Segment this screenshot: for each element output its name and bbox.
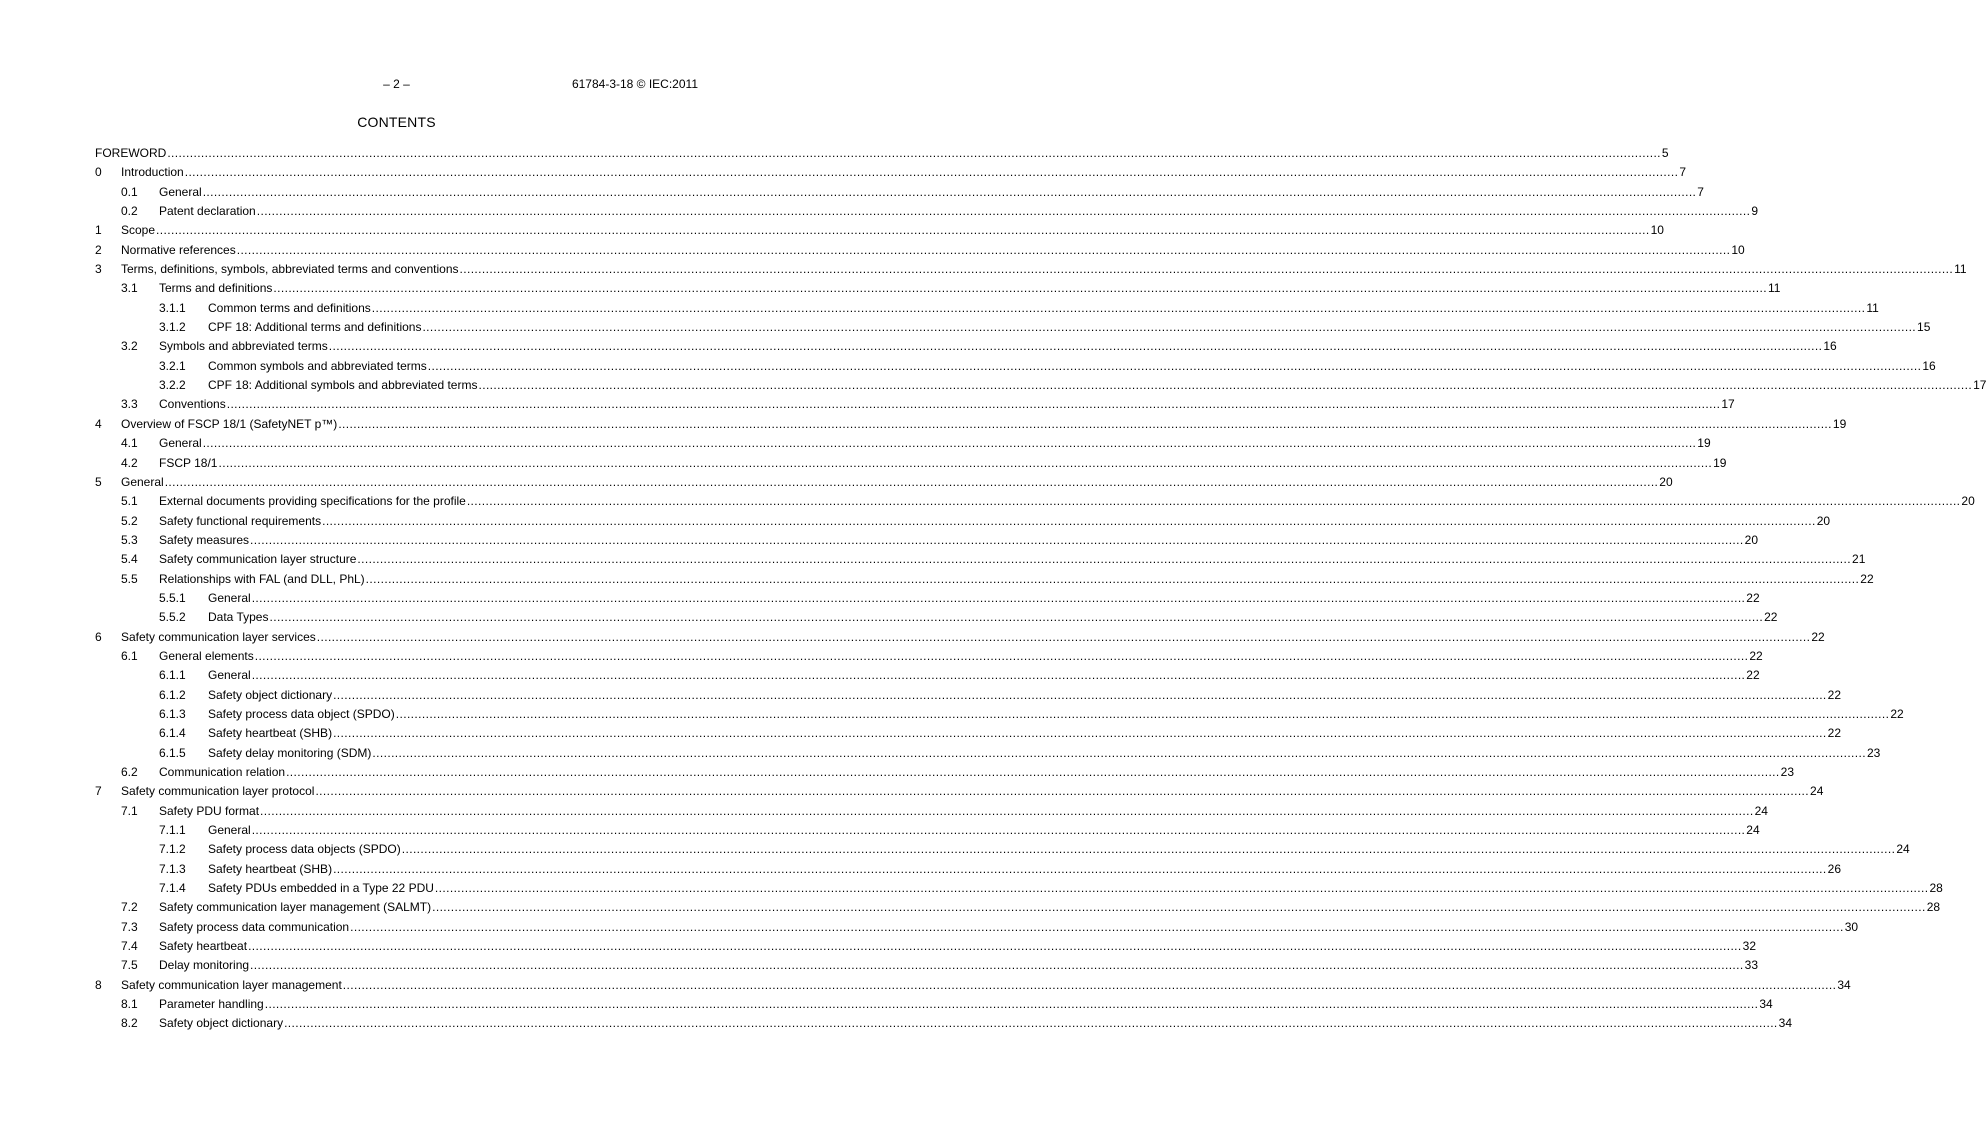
toc-entry-page: 20 [1744,532,1758,547]
dot-leader: ................................................................................................................................................................................................................................................................................................................................................................................................................ [459,262,1954,277]
toc-entry-page: 20 [1659,474,1673,489]
dot-leader: ................................................................................................................................................................................................................................................................................................................................................................................................................ [251,668,1746,683]
dot-leader: ................................................................................................................................................................................................................................................................................................................................................................................................................ [251,590,1746,605]
toc-entry[interactable] [95,919,1859,938]
toc-entry[interactable] [95,338,1837,357]
toc-entry-number: 3.1.1 [159,300,186,315]
toc-entry[interactable] [95,861,1842,880]
toc-entry-number: 7.5 [121,958,138,973]
dot-leader: ................................................................................................................................................................................................................................................................................................................................................................................................................ [202,436,1697,451]
toc-entry[interactable] [95,164,1686,183]
toc-entry-line [208,377,1986,394]
toc-entry[interactable] [95,513,1831,532]
toc-entry-title: Safety PDU format [159,803,260,818]
toc-entry-title: General [159,184,202,199]
toc-entry-number: 6.2 [121,765,138,779]
toc-entry-line [208,706,1904,723]
toc-entry-page: 28 [1929,881,1943,896]
dot-leader: ................................................................................................................................................................................................................................................................................................................................................................................................................ [251,823,1746,838]
toc-entry-page: 20 [1816,513,1831,528]
toc-entry-number: 5.2 [121,513,138,528]
toc-entry[interactable] [95,435,1711,454]
toc-entry-title: Data Types [208,610,269,625]
toc-entry[interactable] [95,261,1967,280]
toc-entry[interactable] [95,416,1847,435]
toc-entry-line [159,338,1837,355]
toc-entry-number: 3 [95,262,102,277]
toc-entry[interactable] [95,474,1673,493]
toc-entry-title: Safety communication layer management (SALMT) [159,900,432,915]
page-number: – 2 – [383,77,410,91]
dot-leader: ................................................................................................................................................................................................................................................................................................................................................................................................................ [218,455,1713,470]
dot-leader: ................................................................................................................................................................................................................................................................................................................................................................................................................ [248,939,1742,954]
toc-entry-number: 3.3 [121,397,138,412]
dot-leader: ................................................................................................................................................................................................................................................................................................................................................................................................................ [202,184,1697,199]
toc-entry-title: Conventions [159,397,226,412]
toc-entry-number: 3.2 [121,339,138,354]
dot-leader: ................................................................................................................................................................................................................................................................................................................................................................................................................ [322,513,1816,528]
toc-entry-line [159,532,1758,549]
dot-leader: ................................................................................................................................................................................................................................................................................................................................................................................................................ [432,900,1926,915]
toc-entry-page: 11 [1866,300,1879,315]
dot-leader: ................................................................................................................................................................................................................................................................................................................................................................................................................ [315,784,1810,799]
dot-leader: ................................................................................................................................................................................................................................................................................................................................................................................................................ [466,494,1961,509]
toc-entry-line [159,899,1941,916]
toc-entry-title: Common symbols and abbreviated terms [208,358,427,373]
dot-leader: ................................................................................................................................................................................................................................................................................................................................................................................................................ [284,1016,1778,1031]
toc-entry-page: 15 [1917,320,1931,335]
dot-leader: ................................................................................................................................................................................................................................................................................................................................................................................................................ [156,223,1650,238]
dot-leader: ................................................................................................................................................................................................................................................................................................................................................................................................................ [401,842,1896,857]
toc-entry-page: 22 [1746,590,1760,605]
toc-entry-number: 5.4 [121,552,138,567]
toc-entry-page: 34 [1837,977,1851,992]
toc-entry-line [159,996,1773,1013]
toc-entry-title: Scope [121,223,156,238]
toc-entry-number: 5.5.1 [159,590,186,605]
toc-entry[interactable] [95,996,1773,1015]
toc-entry-line [159,938,1757,955]
toc-entry-number: 7 [95,784,102,799]
toc-entry-title: Communication relation [159,765,286,779]
toc-entry-number: 7.1.4 [159,881,186,896]
toc-entry-title: Safety process data objects (SPDO) [208,842,401,857]
toc-entry-number: 6.1.1 [159,668,186,683]
toc-entry[interactable] [95,725,1842,744]
toc-entry-title: General elements [159,648,254,663]
toc-entry-number: 3.1 [121,281,138,296]
toc-entry-line [121,416,1847,433]
toc-entry[interactable] [95,532,1758,551]
dot-leader: ................................................................................................................................................................................................................................................................................................................................................................................................................ [286,765,1780,779]
dot-leader: ................................................................................................................................................................................................................................................................................................................................................................................................................ [328,339,1823,354]
toc-entry[interactable] [95,667,1760,686]
dot-leader: ................................................................................................................................................................................................................................................................................................................................................................................................................ [333,687,1827,702]
toc-entry-title: Safety heartbeat (SHB) [208,726,333,741]
toc-entry-page: 11 [1954,262,1967,277]
toc-entry-page: 24 [1896,842,1910,857]
toc-entry[interactable] [95,590,1760,609]
toc-entry-page: 7 [1697,184,1704,199]
toc-entry-page: 24 [1810,784,1824,799]
toc-entry-number: 6.1.5 [159,745,186,760]
toc-entry[interactable] [95,629,1825,648]
dot-leader: ................................................................................................................................................................................................................................................................................................................................................................................................................ [264,997,1759,1012]
toc-entry-number: 5.3 [121,532,138,547]
toc-entry[interactable] [95,783,1824,802]
toc-entry-number: 5 [95,474,102,489]
toc-entry-title: Overview of FSCP 18/1 (SafetyNET p™) [121,416,338,431]
toc-entry[interactable] [95,648,1763,667]
toc-entry-line [159,493,1975,510]
dot-leader: ................................................................................................................................................................................................................................................................................................................................................................................................................ [250,958,1744,973]
toc-entry-page: 11 [1767,281,1781,296]
toc-entry-line [95,145,1669,162]
dot-leader: ................................................................................................................................................................................................................................................................................................................................................................................................................ [342,977,1837,992]
toc-entry-page: 28 [1926,900,1941,915]
dot-leader: ................................................................................................................................................................................................................................................................................................................................................................................................................ [338,416,1832,431]
toc-entry-title: Safety process data object (SPDO) [208,706,395,721]
dot-leader: ................................................................................................................................................................................................................................................................................................................................................................................................................ [236,242,1731,257]
toc-entry-title: FOREWORD [95,146,167,160]
toc-entry-number: 5.5.2 [159,610,186,625]
toc-entry-number: 2 [95,242,102,257]
dot-leader: ................................................................................................................................................................................................................................................................................................................................................................................................................ [269,610,1764,625]
toc-entry-line [208,687,1842,704]
toc-entry[interactable] [95,571,1874,590]
toc-entry[interactable] [95,977,1851,996]
toc-entry-title: Safety heartbeat (SHB) [208,861,333,876]
table-of-contents [95,145,1986,1035]
toc-entry-line [121,474,1673,491]
dot-leader: ................................................................................................................................................................................................................................................................................................................................................................................................................ [422,320,1917,335]
document-id: 61784-3-18 © IEC:2011 [571,77,698,91]
toc-entry-page: 19 [1697,436,1711,451]
toc-entry-number: 4.1 [121,436,138,451]
toc-entry[interactable] [95,358,1936,377]
toc-entry-page: 19 [1832,416,1847,431]
toc-entry-number: 0.2 [121,204,138,219]
toc-entry-number: 0 [95,165,102,180]
dot-leader: ................................................................................................................................................................................................................................................................................................................................................................................................................ [350,919,1844,934]
toc-entry[interactable] [95,687,1842,706]
toc-entry-line [121,164,1686,181]
toc-entry-number: 6.1 [121,648,138,663]
toc-entry-line [159,455,1727,472]
toc-entry-number: 7.1.2 [159,842,186,857]
toc-entry-title: Introduction [121,165,184,180]
toc-entry-number: 4.2 [121,455,138,470]
toc-entry[interactable] [95,222,1664,241]
toc-entry-title: FSCP 18/1 [159,455,218,470]
toc-entry-title: Normative references [121,242,236,257]
toc-entry-line [159,764,1795,781]
toc-entry[interactable] [95,319,1931,338]
toc-entry-line [159,513,1831,530]
toc-entry-page: 20 [1961,494,1975,509]
toc-entry-number: 3.1.2 [159,320,186,335]
toc-entry[interactable] [95,280,1781,299]
toc-entry-page: 22 [1890,706,1904,721]
toc-entry-page: 22 [1764,610,1778,625]
toc-entry-line [159,203,1759,220]
toc-entry-title: CPF 18: Additional symbols and abbreviated terms [208,378,478,393]
toc-entry-page: 22 [1827,726,1842,741]
toc-entry-line [121,222,1664,239]
toc-entry-line [208,725,1842,742]
toc-entry-number: 5.1 [121,494,138,509]
dot-leader: ................................................................................................................................................................................................................................................................................................................................................................................................................ [434,881,1929,896]
toc-entry-page: 34 [1778,1016,1793,1031]
toc-entry-page: 32 [1742,939,1757,954]
toc-entry-title: Safety communication layer management [121,977,342,992]
toc-entry-line [159,648,1763,665]
toc-entry-line [208,861,1842,878]
toc-entry-title: Safety measures [159,532,250,547]
dot-leader: ................................................................................................................................................................................................................................................................................................................................................................................................................ [365,571,1860,586]
toc-entry-line [208,667,1760,684]
toc-entry-page: 26 [1827,861,1842,876]
toc-entry-title: Terms, definitions, symbols, abbreviated terms and conventions [121,262,459,277]
toc-entry-number: 7.4 [121,939,138,954]
toc-entry[interactable] [95,822,1760,841]
toc-entry[interactable] [95,184,1704,203]
toc-entry[interactable] [95,455,1727,474]
toc-entry-line [208,609,1778,626]
toc-entry-page: 24 [1746,823,1760,838]
toc-entry-line [159,396,1735,413]
toc-entry-page: 22 [1749,648,1763,663]
toc-entry-line [159,1015,1793,1032]
toc-entry-number: 8 [95,977,102,992]
contents-title: CONTENTS [357,114,436,130]
toc-entry-number: 6.1.2 [159,687,186,702]
toc-entry[interactable] [95,145,1669,164]
toc-entry-title: General [208,823,251,838]
toc-entry-page: 23 [1867,745,1881,760]
toc-entry-page: 16 [1922,358,1936,373]
toc-entry-title: Patent declaration [159,204,256,219]
toc-entry[interactable] [95,745,1881,764]
dot-leader: ................................................................................................................................................................................................................................................................................................................................................................................................................ [164,474,1659,489]
toc-entry[interactable] [95,551,1866,570]
toc-entry[interactable] [95,203,1759,222]
dot-leader: ................................................................................................................................................................................................................................................................................................................................................................................................................ [316,629,1811,644]
toc-entry-title: Safety object dictionary [208,687,333,702]
page-header [95,77,698,93]
toc-entry-title: Delay monitoring [159,958,250,973]
dot-leader: ................................................................................................................................................................................................................................................................................................................................................................................................................ [254,648,1749,663]
toc-entry-line [159,551,1866,568]
toc-entry-page: 22 [1811,629,1825,644]
toc-entry-page: 9 [1751,204,1759,219]
toc-entry[interactable] [95,706,1904,725]
dot-leader: ................................................................................................................................................................................................................................................................................................................................................................................................................ [250,532,1744,547]
toc-entry-title: General [121,474,164,489]
toc-entry[interactable] [95,938,1757,957]
toc-entry-page: 10 [1731,242,1745,257]
toc-entry-line [159,571,1874,588]
toc-entry-line [208,319,1931,336]
dot-leader: ................................................................................................................................................................................................................................................................................................................................................................................................................ [427,358,1922,373]
dot-leader: ................................................................................................................................................................................................................................................................................................................................................................................................................ [395,706,1890,721]
toc-entry-title: Safety communication layer services [121,629,316,644]
toc-entry-page: 19 [1713,455,1727,470]
toc-entry-title: Safety heartbeat [159,939,248,954]
toc-entry[interactable] [95,1015,1793,1034]
toc-entry-number: 7.2 [121,900,138,915]
toc-entry-page: 16 [1823,339,1837,354]
toc-entry-title: Safety delay monitoring (SDM) [208,745,372,760]
toc-entry-page: 22 [1827,687,1842,702]
toc-entry-page: 17 [1973,378,1986,393]
toc-entry-number: 5.5 [121,571,138,586]
toc-entry-title: Common terms and definitions [208,300,371,315]
toc-entry-page: 10 [1650,223,1664,238]
toc-entry-number: 3.2.2 [159,378,186,393]
toc-entry-page: 7 [1679,165,1686,180]
toc-entry-line [159,957,1758,974]
toc-entry-title: Safety object dictionary [159,1016,284,1031]
toc-entry-line [121,783,1824,800]
toc-entry-title: General [208,668,251,683]
toc-entry-number: 7.1.1 [159,823,186,838]
dot-leader: ................................................................................................................................................................................................................................................................................................................................................................................................................ [167,146,1661,160]
toc-entry-number: 6.1.4 [159,726,186,741]
toc-entry[interactable] [95,609,1778,628]
toc-entry-title: External documents providing specifications for the profile [159,494,466,509]
dot-leader: ................................................................................................................................................................................................................................................................................................................................................................................................................ [256,204,1751,219]
toc-entry[interactable] [95,957,1758,976]
toc-entry[interactable] [95,841,1910,860]
toc-entry-title: General [208,590,251,605]
toc-entry[interactable] [95,803,1768,822]
dot-leader: ................................................................................................................................................................................................................................................................................................................................................................................................................ [371,300,1866,315]
toc-entry-title: General [159,436,202,451]
toc-entry-page: 33 [1744,958,1758,973]
dot-leader: ................................................................................................................................................................................................................................................................................................................................................................................................................ [478,378,1973,393]
toc-entry-page: 23 [1780,765,1795,779]
toc-entry-number: 6.1.3 [159,706,186,721]
toc-entry[interactable] [95,493,1975,512]
toc-entry-line [208,822,1760,839]
toc-entry-number: 8.1 [121,997,138,1012]
toc-entry[interactable] [95,300,1879,319]
toc-entry-line [208,745,1881,762]
toc-entry-page: 17 [1721,397,1735,412]
toc-entry-line [208,590,1760,607]
toc-entry-line [121,261,1967,278]
toc-entry-page: 21 [1852,552,1866,567]
toc-entry-title: Symbols and abbreviated terms [159,339,328,354]
toc-entry-title: Relationships with FAL (and DLL, PhL) [159,571,365,586]
toc-entry[interactable] [95,396,1735,415]
toc-entry-title: Safety PDUs embedded in a Type 22 PDU [208,881,434,896]
toc-entry[interactable] [95,880,1943,899]
dot-leader: ................................................................................................................................................................................................................................................................................................................................................................................................................ [333,861,1827,876]
toc-entry-title: CPF 18: Additional terms and definitions [208,320,422,335]
toc-entry-title: Terms and definitions [159,281,273,296]
toc-entry-line [159,919,1859,936]
toc-entry-number: 8.2 [121,1016,138,1031]
dot-leader: ................................................................................................................................................................................................................................................................................................................................................................................................................ [260,803,1754,818]
dot-leader: ................................................................................................................................................................................................................................................................................................................................................................................................................ [273,281,1767,296]
toc-entry-page: 30 [1844,919,1859,934]
toc-entry-line [208,841,1910,858]
toc-entry-line [121,629,1825,646]
toc-entry[interactable] [95,899,1941,918]
toc-entry-line [121,977,1851,994]
toc-entry-line [208,300,1879,317]
toc-entry-page: 24 [1754,803,1768,818]
toc-entry-line [159,280,1781,297]
dot-leader: ................................................................................................................................................................................................................................................................................................................................................................................................................ [184,165,1679,180]
toc-entry-title: Safety functional requirements [159,513,322,528]
toc-entry-page: 5 [1661,146,1669,160]
toc-entry-number: 0.1 [121,184,138,199]
dot-leader: ................................................................................................................................................................................................................................................................................................................................................................................................................ [226,397,1721,412]
toc-entry-line [159,803,1768,820]
toc-entry-title: Safety communication layer protocol [121,784,315,799]
toc-entry-number: 4 [95,416,102,431]
toc-entry[interactable] [95,377,1986,396]
toc-entry-number: 7.1 [121,803,138,818]
toc-entry-line [208,358,1936,375]
toc-entry-page: 22 [1746,668,1760,683]
dot-leader: ................................................................................................................................................................................................................................................................................................................................................................................................................ [333,726,1827,741]
toc-entry-line [159,435,1711,452]
toc-entry-page: 34 [1759,997,1773,1012]
toc-entry-number: 1 [95,223,102,238]
toc-entry[interactable] [95,242,1745,261]
dot-leader: ................................................................................................................................................................................................................................................................................................................................................................................................................ [372,745,1866,760]
toc-entry[interactable] [95,764,1795,783]
toc-entry-title: Parameter handling [159,997,264,1012]
toc-entry-line [121,242,1745,259]
toc-entry-number: 7.3 [121,919,138,934]
toc-entry-title: Safety process data communication [159,919,350,934]
dot-leader: ................................................................................................................................................................................................................................................................................................................................................................................................................ [357,552,1852,567]
toc-entry-number: 7.1.3 [159,861,186,876]
toc-entry-number: 6 [95,629,102,644]
toc-entry-number: 3.2.1 [159,358,186,373]
toc-entry-title: Safety communication layer structure [159,552,357,567]
toc-entry-line [159,184,1704,201]
toc-entry-page: 22 [1860,571,1874,586]
toc-entry-line [208,880,1943,897]
